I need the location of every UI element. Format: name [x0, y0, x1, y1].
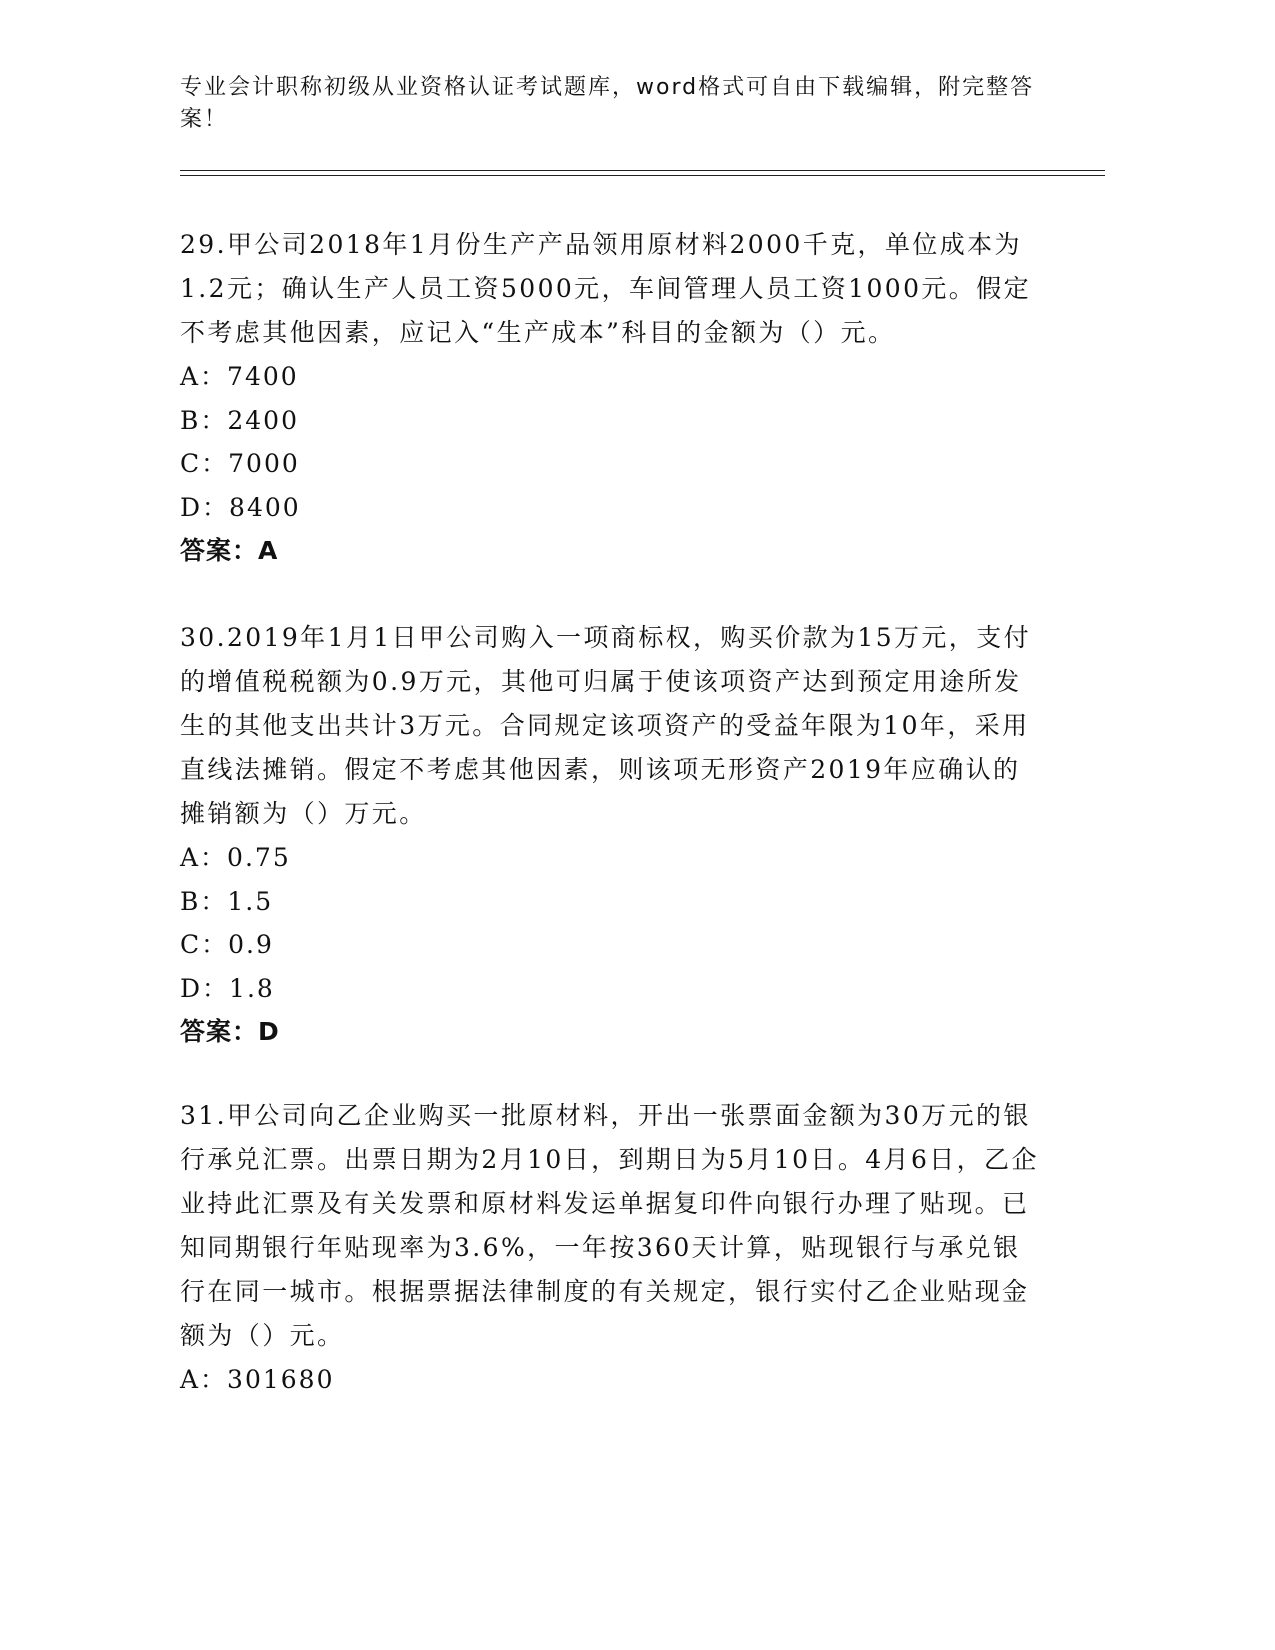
- question-stem: 30.2019年1月1日甲公司购入一项商标权，购买价款为15万元，支付的增值税税额为0.9万元，其他可归属于使该项资产达到预定用途所发生的其他支出共计3万元。合同规定该项资产的受益年限为10年，采用直线法摊销。假定不考虑其他因素，则该项无形资产2019年应确认的摊销额为（）万元。: [180, 623, 1032, 828]
- question-30: [180, 616, 1040, 1054]
- option-a: A：301680: [180, 1365, 335, 1394]
- question-31: [180, 1094, 1040, 1402]
- option-a: A：0.75: [180, 843, 291, 872]
- question-stem: 29.甲公司2018年1月份生产产品领用原材料2000千克，单位成本为1.2元；确认生产人员工资5000元，车间管理人员工资1000元。假定不考虑其他因素，应记入“生产成本”科目的金额为（）元。: [180, 230, 1032, 347]
- option-b: B：1.5: [180, 886, 274, 916]
- option-c: C：0.9: [180, 930, 274, 959]
- header-note: 专业会计职称初级从业资格认证考试题库，word格式可自由下载编辑，附完整答案！: [180, 75, 1035, 132]
- option-b: B：2400: [180, 405, 299, 435]
- answer-line: 答案：A: [180, 536, 279, 565]
- option-d: D：1.8: [180, 973, 275, 1003]
- header-divider-bottom: [180, 175, 1105, 176]
- option-a: A：7400: [180, 362, 299, 391]
- header-divider-top: [180, 170, 1105, 171]
- question-stem: 31.甲公司向乙企业购买一批原材料，开出一张票面金额为30万元的银行承兑汇票。出票日期为2月10日，到期日为5月10日。4月6日，乙企业持此汇票及有关发票和原材料发运单据复印件向银行办理了贴现。已知同期银行年贴现率为3.6%，一年按360天计算，贴现银行与承兑银行在同一城市。根据票据法律制度的有关规定，银行实付乙企业贴现金额为（）元。: [180, 1101, 1039, 1350]
- option-c: C：7000: [180, 449, 300, 478]
- answer-line: 答案：D: [180, 1017, 280, 1046]
- question-29: [180, 223, 1040, 573]
- option-d: D：8400: [180, 492, 301, 522]
